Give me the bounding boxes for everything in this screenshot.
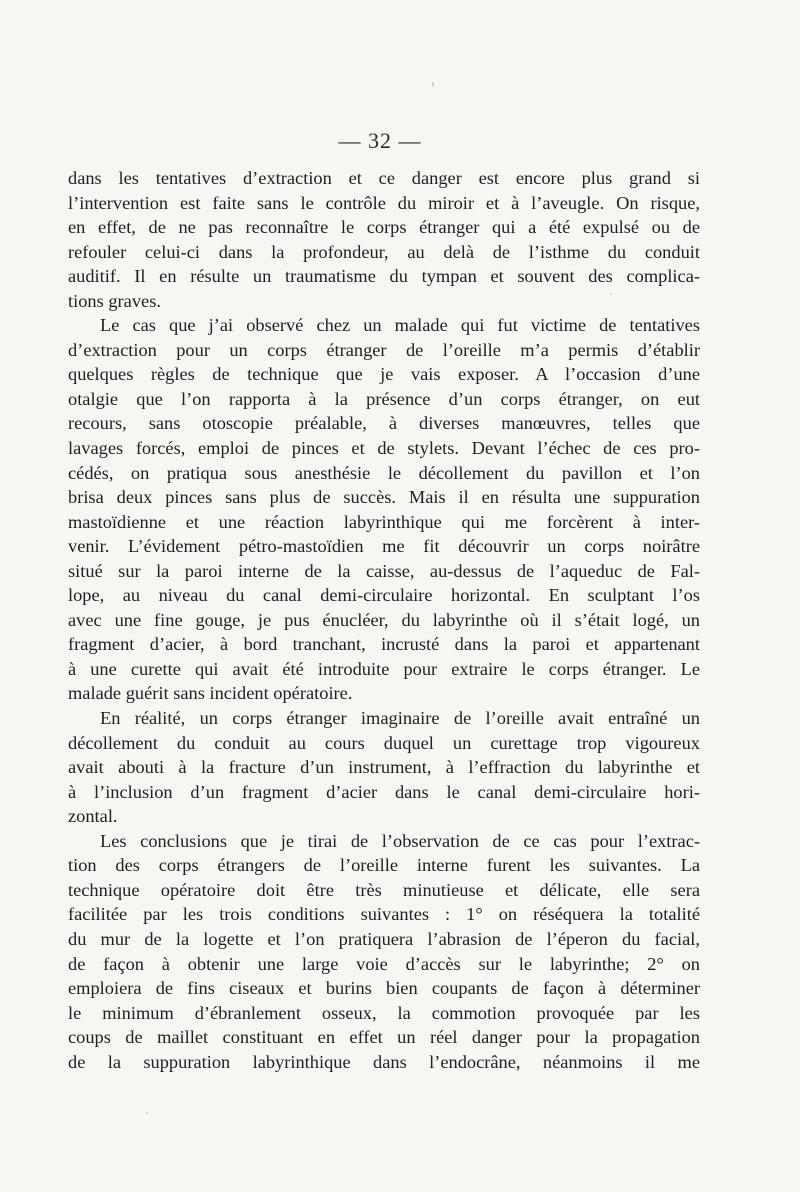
text-line: avec une fine gouge, je pus énucléer, du labyrinthe où il s’était logé, un: [68, 609, 700, 630]
paper-speck: [432, 82, 434, 87]
text-line: dans les tentatives d’extraction et ce danger est encore plus grand si: [68, 168, 700, 188]
paper-speck: [146, 1112, 148, 1114]
text-line: venir. L’évidement pétro-mastoïdien me fit découvrir un corps noirâtre: [68, 536, 700, 557]
text-line: Le cas que j’ai observé chez un malade qui fut victime de tentatives: [100, 315, 700, 336]
text-line: mastoïdienne et une réaction labyrinthique qui me forcèrent à inter-: [68, 511, 700, 532]
text-line: facilitée par les trois conditions suivantes : 1° on réséquera la totalité: [68, 904, 700, 925]
text-line: lope, au niveau du canal demi-circulaire horizontal. En sculptant l’os: [68, 585, 700, 606]
text-line: brisa deux pinces sans plus de succès. Mais il en résulta une suppuration: [68, 487, 700, 508]
text-line: tion des corps étrangers de l’oreille interne furent les suivantes. La: [68, 855, 700, 876]
text-line: l’intervention est faite sans le contrôle du miroir et à l’aveugle. On risque,: [68, 192, 700, 213]
text-line: coups de maillet constituant en effet un réel danger pour la propagation: [68, 1027, 700, 1048]
text-line: otalgie que l’on rapporta à la présence d’un corps étranger, on eut: [68, 388, 700, 409]
text-line: le minimum d’ébranlement osseux, la commotion provoquée par les: [68, 1002, 700, 1023]
text-line: de façon à obtenir une large voie d’accès sur le labyrinthe; 2° on: [68, 953, 700, 974]
text-line: quelques règles de technique que je vais exposer. A l’occasion d’une: [68, 364, 700, 385]
text-line: fragment d’acier, à bord tranchant, incrusté dans la paroi et appartenant: [68, 634, 700, 655]
text-line: du mur de la logette et l’on pratiquera l’abrasion de l’éperon du facial,: [68, 928, 700, 949]
text-line: En réalité, un corps étranger imaginaire de l’oreille avait entraîné un: [100, 708, 700, 729]
paper-speck: [610, 293, 612, 295]
text-line: recours, sans otoscopie préalable, à diverses manœuvres, telles que: [68, 413, 700, 434]
text-line: technique opératoire doit être très minutieuse et délicate, elle sera: [68, 879, 700, 900]
text-line: avait abouti à la fracture d’un instrument, à l’effraction du labyrinthe et: [68, 757, 700, 778]
text-line: tions graves.: [68, 290, 161, 311]
text-line: situé sur la paroi interne de la caisse, au-dessus de l’aqueduc de Fal-: [68, 560, 700, 581]
text-line: lavages forcés, emploi de pinces et de stylets. Devant l’échec de ces pro-: [68, 438, 700, 459]
page-number: — 32 —: [338, 128, 422, 153]
text-line: zontal.: [68, 806, 118, 827]
text-line: emploiera de fins ciseaux et burins bien coupants de façon à déterminer: [68, 978, 700, 999]
text-line: d’extraction pour un corps étranger de l’oreille m’a permis d’établir: [68, 339, 700, 360]
text-line: en effet, de ne pas reconnaître le corps étranger qui a été expulsé ou de: [68, 217, 700, 238]
text-line: à l’inclusion d’un fragment d’acier dans le canal demi-circulaire hori-: [68, 781, 700, 802]
text-line: Les conclusions que je tirai de l’observation de ce cas pour l’extrac-: [100, 830, 700, 851]
text-line: malade guérit sans incident opératoire.: [68, 683, 353, 704]
paper-speck: [164, 840, 166, 842]
text-line: à une curette qui avait été introduite pour extraire le corps étranger. Le: [68, 658, 700, 679]
text-line: cédés, on pratiqua sous anesthésie le décollement du pavillon et l’on: [68, 462, 700, 483]
text-line: auditif. Il en résulte un traumatisme du tympan et souvent des complica-: [68, 266, 700, 287]
text-line: refouler celui-ci dans la profondeur, au delà de l’isthme du conduit: [68, 241, 700, 262]
body-text: [68, 166, 700, 1074]
text-line: décollement du conduit au cours duquel un curettage trop vigoureux: [68, 732, 700, 753]
text-line: de la suppuration labyrinthique dans l’endocrâne, néanmoins il me: [68, 1051, 700, 1072]
